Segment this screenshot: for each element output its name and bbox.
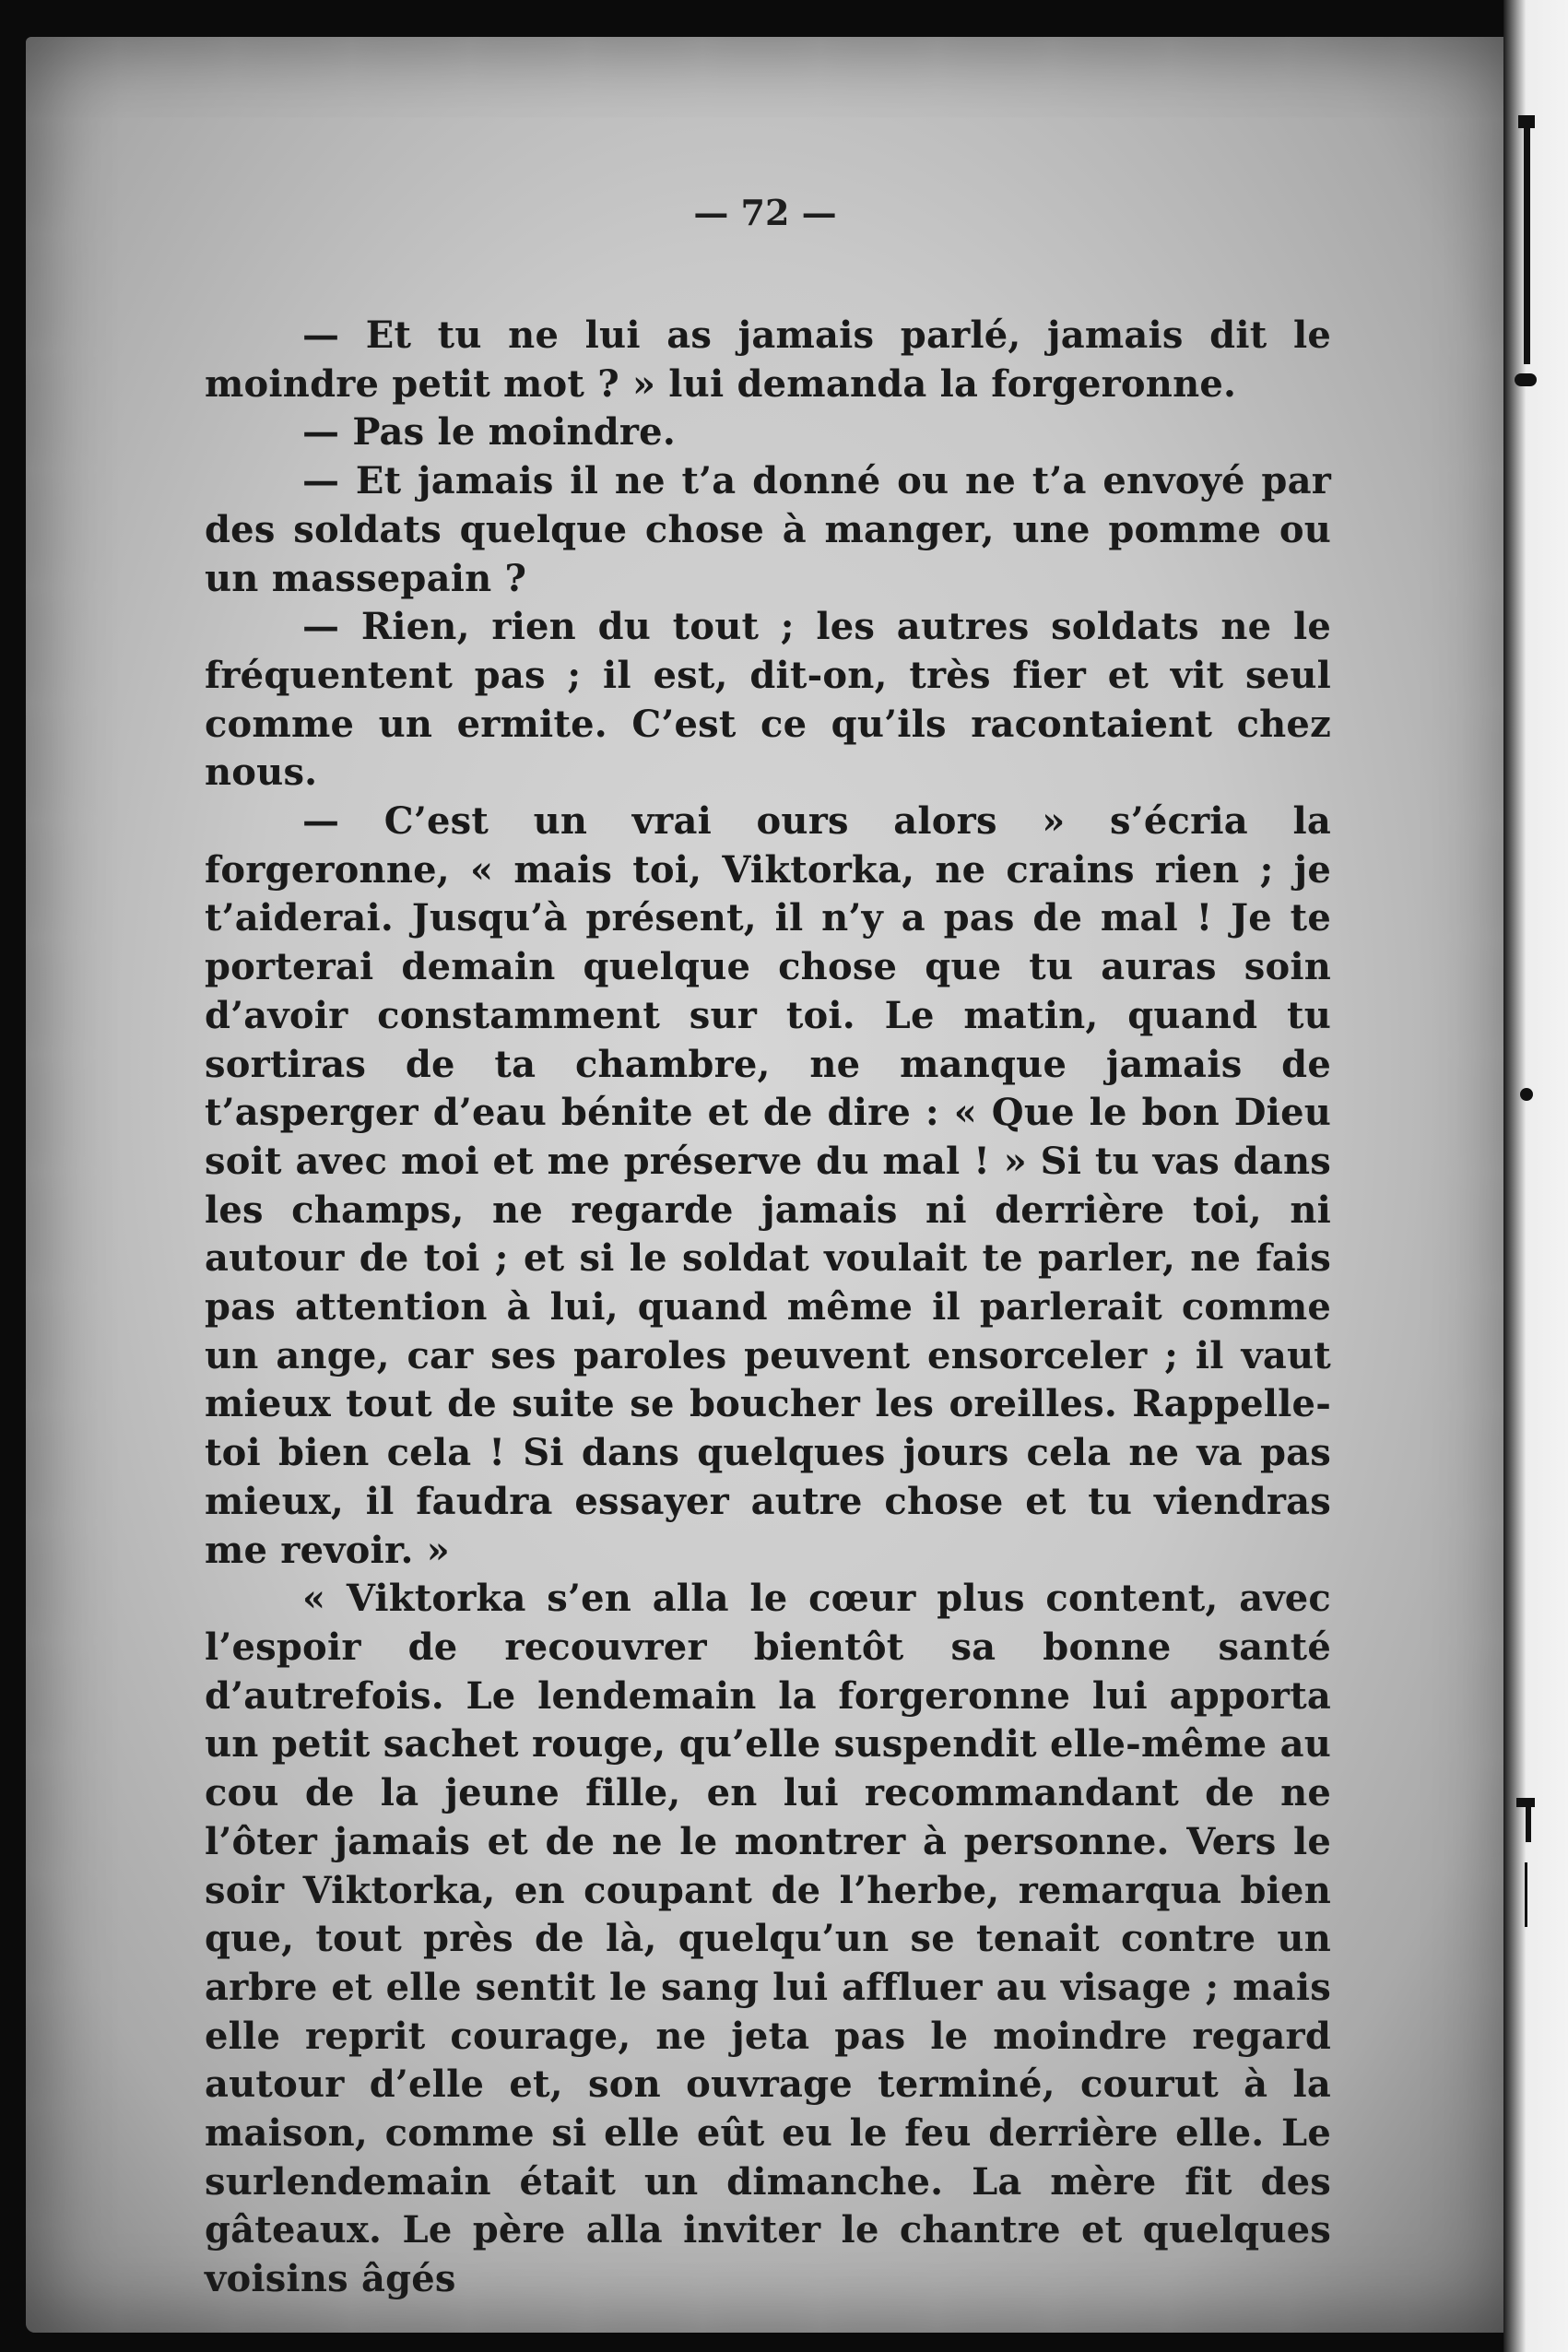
paragraph: « Viktorka s’en alla le cœur plus content, avec l’espoir de recouvrer bientôt sa bonne santé d’autrefois. Le lendemain la forgeronne lui apporta un petit sachet rouge, qu’elle suspendit elle-même au cou de la jeune fille, en lui recommandant de ne l’ôter jamais et de ne le montrer à personne. Vers le soir Viktorka, en coupant de l’herbe, remarqua bien que, tout près de là, quelqu’un se tenait contre un arbre et elle sentit le sang lui affluer au visage ; mais elle reprit courage, ne jeta pas le moindre regard autour d’elle et, son ouvrage terminé, courut à la maison, comme si elle eût eu le feu derrière elle. Le surlendemain était un dimanche. La mère fit des gâteaux. Le père alla inviter le chantre et quelques voisins âgés [205, 1577, 1331, 2301]
edge-mark [1524, 124, 1530, 364]
adjacent-page-edge [1503, 0, 1568, 2352]
edge-mark [1520, 1088, 1533, 1101]
paragraph: — Et tu ne lui as jamais parlé, jamais dit le moindre petit mot ? » lui demanda la forgeronne. [205, 313, 1331, 406]
paragraph: — C’est un vrai ours alors » s’écria la forgeronne, « mais toi, Viktorka, ne crains rien ; je t’aiderai. Jusqu’à présent, il n’y a pas de mal ! Je te porterai demain quelque chose que tu auras soin d’avoir constamment sur toi. Le matin, quand tu sortiras de ta chambre, ne manque jamais de t’asperger d’eau bénite et de dire : « Que le bon Dieu soit avec moi et me préserve du mal ! » Si tu vas dans les champs, ne regarde jamais ni derrière toi, ni autour de toi ; et si le soldat voulait te parler, ne fais pas attention à lui, quand même il parlerait comme un ange, car ses paroles peuvent ensorceler ; il vaut mieux tout de suite se boucher les oreilles. Rappelle-toi bien cela ! Si dans quelques jours cela ne va pas mieux, il faudra essayer autre chose et tu viendras me revoir. » [205, 799, 1331, 1572]
edge-mark [1525, 1862, 1527, 1927]
body-text [205, 312, 1331, 2304]
paragraph: — Et jamais il ne t’a donné ou ne t’a envoyé par des soldats quelque chose à manger, une pomme ou un massepain ? [205, 459, 1331, 600]
edge-mark [1515, 373, 1537, 386]
page-number: — 72 — [693, 192, 837, 233]
edge-mark [1526, 1805, 1531, 1842]
paragraph: — Pas le moindre. [302, 410, 676, 455]
paragraph: — Rien, rien du tout ; les autres soldats ne le fréquentent pas ; il est, dit-on, très fier et vit seul comme un ermite. C’est ce qu’ils racontaient chez nous. [205, 605, 1331, 795]
